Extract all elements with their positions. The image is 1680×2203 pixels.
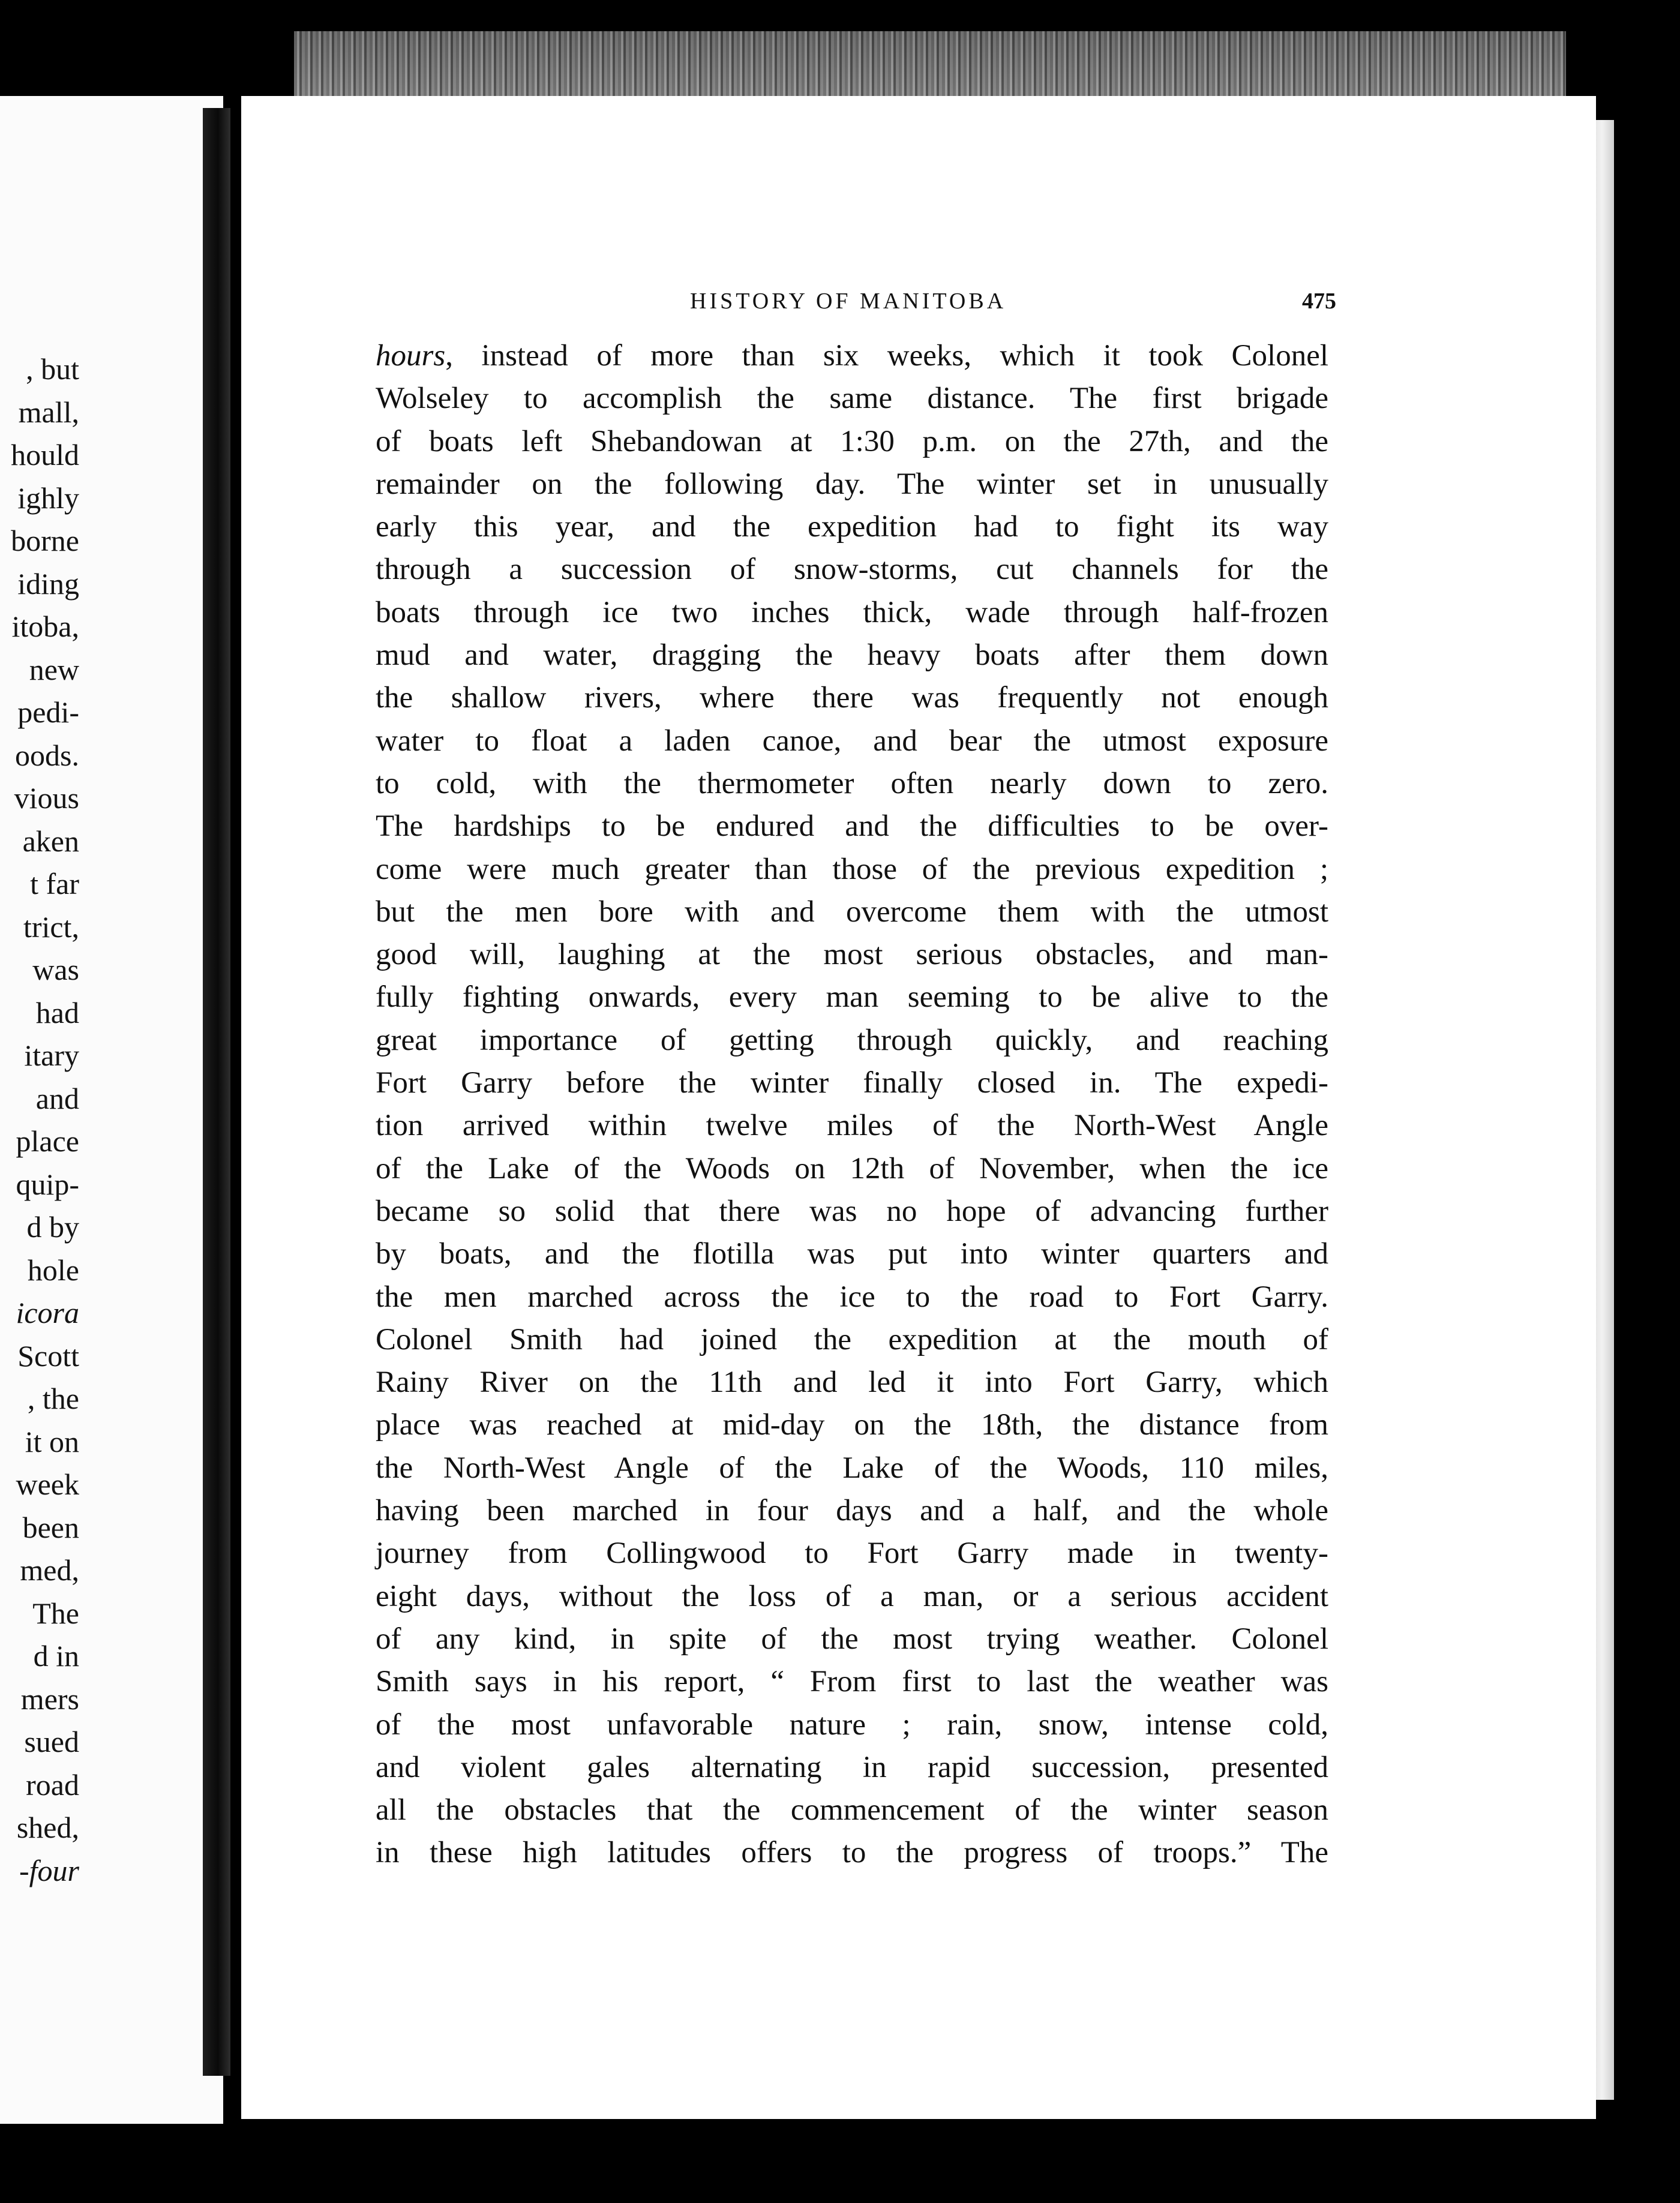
left-fragment-line: new [29, 652, 79, 686]
left-fragment-line: road [26, 1767, 79, 1802]
book-gutter [203, 108, 230, 2076]
left-fragment-line: trict, [23, 910, 79, 944]
left-fragment-line: The [32, 1596, 79, 1630]
text-line: all the obstacles that the commencement of the winter season [376, 1793, 1328, 1827]
left-fragment-line: , the [27, 1382, 79, 1415]
left-fragment-line: med, [20, 1553, 79, 1587]
text-line: by boats, and the flotilla was put into winter quarters and [376, 1237, 1328, 1271]
text-line: journey from Collingwood to Fort Garry made in twenty- [376, 1536, 1328, 1571]
left-fragment-line: hole [27, 1253, 79, 1287]
text-line: through a succession of snow-storms, cut channels for the [376, 553, 1328, 587]
text-line: eight days, without the loss of a man, or a serious accident [376, 1579, 1328, 1613]
running-title: HISTORY OF MANITOBA [690, 289, 1007, 314]
text-line: of boats left Shebandowan at 1:30 p.m. on the 27th, and the [376, 424, 1328, 458]
text-line: early this year, and the expedition had to fight its way [376, 510, 1328, 544]
left-fragment-line: was [32, 953, 79, 986]
left-fragment-line: itoba, [11, 610, 79, 643]
left-fragment-line: Scott [17, 1338, 79, 1373]
italic-word: hours [376, 339, 446, 373]
text-line: Fort Garry before the winter finally closed in. The expedi- [376, 1066, 1328, 1100]
text-line: mud and water, dragging the heavy boats after them down [376, 638, 1328, 673]
text-line: The hardships to be endured and the difficulties to be over- [376, 809, 1328, 844]
text-line: great importance of getting through quickly, and reaching [376, 1023, 1328, 1057]
page-header [241, 283, 1596, 319]
text-line: Smith says in his report, “ From first to last the weather was [376, 1665, 1328, 1699]
text-line: tion arrived within twelve miles of the North-West Angle [376, 1109, 1328, 1143]
text-line: Colonel Smith had joined the expedition at the mouth of [376, 1322, 1328, 1356]
text-line: hours, instead of more than six weeks, which it took Colonel [376, 339, 1328, 373]
text-line: and violent gales alternating in rapid succession, presented [376, 1750, 1328, 1784]
left-fragment-line: had [35, 995, 79, 1030]
text-line: in these high latitudes offers to the progress of troops.” The [376, 1836, 1328, 1870]
left-fragment-line: shed, [16, 1811, 79, 1844]
page-number: 475 [1302, 289, 1336, 314]
left-fragment-line: quip- [16, 1167, 79, 1201]
text-line: of the Lake of the Woods on 12th of November, when the ice [376, 1151, 1328, 1185]
text-line: the shallow rivers, where there was frequently not enough [376, 681, 1328, 715]
left-facing-page [0, 96, 223, 2124]
left-fragment-line: mall, [18, 395, 79, 429]
text-line: became so solid that there was no hope of advancing further [376, 1194, 1328, 1228]
left-fragment-line: been [22, 1510, 79, 1544]
left-page-text-fragments [0, 348, 79, 1892]
text-line: of the most unfavorable nature ; rain, snow, intense cold, [376, 1707, 1328, 1742]
left-fragment-line: , but [26, 352, 79, 386]
text-line: Wolseley to accomplish the same distance. The first brigade [376, 382, 1328, 416]
left-fragment-line: d by [26, 1210, 79, 1244]
text-line: having been marched in four days and a half, and the whole [376, 1494, 1328, 1528]
text-line: fully fighting onwards, every man seeming to be alive to the [376, 980, 1328, 1015]
left-fragment-line: week [16, 1467, 79, 1501]
text-line: place was reached at mid-day on the 18th, the distance from [376, 1408, 1328, 1442]
left-fragment-line: and [35, 1081, 79, 1115]
text-line: water to float a laden canoe, and bear the utmost exposure [376, 724, 1328, 758]
left-fragment-line: hould [11, 438, 79, 472]
text-line: good will, laughing at the most serious obstacles, and man- [376, 938, 1328, 972]
torn-top-strip [294, 31, 1566, 97]
text-line: but the men bore with and overcome them with the utmost [376, 895, 1328, 929]
left-fragment-line: aken [22, 824, 79, 858]
left-fragment-line: -four [19, 1853, 79, 1887]
left-fragment-line: it on [25, 1424, 79, 1458]
left-fragment-line: pedi- [17, 695, 79, 729]
left-fragment-line: itary [24, 1039, 79, 1072]
left-fragment-line: iding [17, 566, 79, 601]
left-fragment-line: mers [20, 1682, 79, 1716]
left-fragment-line: vious [14, 781, 79, 815]
left-fragment-line: place [16, 1124, 79, 1158]
left-fragment-line: t far [30, 867, 79, 901]
left-fragment-line: d in [33, 1639, 79, 1673]
text-line: the North-West Angle of the Lake of the Woods, 110 miles, [376, 1451, 1328, 1485]
text-line: remainder on the following day. The winter set in unusually [376, 467, 1328, 501]
body-text [376, 335, 1328, 1875]
text-line: boats through ice two inches thick, wade through half-frozen [376, 595, 1328, 629]
text-line: the men marched across the ice to the road to Fort Garry. [376, 1280, 1328, 1314]
text-line: Rainy River on the 11th and led it into Fort Garry, which [376, 1365, 1328, 1400]
left-fragment-line: oods. [15, 738, 79, 772]
left-fragment-line: sued [24, 1725, 79, 1758]
left-fragment-line: borne [11, 524, 79, 557]
book-page [241, 96, 1596, 2119]
text-line: to cold, with the thermometer often nearly down to zero. [376, 766, 1328, 800]
left-fragment-line: icora [16, 1296, 79, 1329]
text-line: come were much greater than those of the previous expedition ; [376, 852, 1328, 886]
left-fragment-line: ighly [17, 481, 79, 515]
text-line: of any kind, in spite of the most trying weather. Colonel [376, 1622, 1328, 1656]
